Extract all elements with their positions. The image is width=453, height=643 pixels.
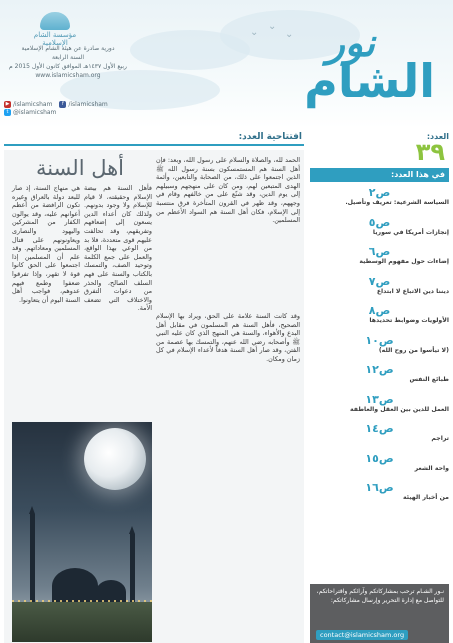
bird-icon: ⌄: [285, 29, 294, 40]
article-column: وقد كانت السنة علامة على الحق، ويراد بها الإسلام الصحيح، فأهل السنة هم المسلمون في مقابل أهل البدع والأهواء، والسنة هي المنهج الذي كان عليه النبي ﷺ وأصحابه رضي الله عنهم، والتمسك بها عصمة من الفتن، وقد صار أهل السنة هدفاً لأعداء الإسلام في كل زمان ومكان.: [156, 312, 300, 363]
toc-item[interactable]: [310, 334, 449, 364]
article-intro: الحمد لله، والصلاة والسلام على رسول الله، وبعد: فإن أهل السنة هم المستمسكون بسنة رسول الله ﷺ الذين اجتمعوا على ذلك، من الصحابة والتابعين، وأئمة الهدى المتبعين لهم، ومن كان على منهجهم وسبيلهم إلى يوم الدين، وقد شنّع على من خالفهم وقام في وجههم، وقد ظهر في القرون المتأخرة فرق منتسبة إلى الإسلام، فكان أهل السنة هم السواد الأعظم من المسلمين.: [156, 156, 300, 225]
magazine-title: [304, 21, 435, 108]
contact-email-link[interactable]: contact@islamicsham.org: [316, 630, 408, 641]
contact-note: نـور الشـام ترحب بمشاركاتكم وآرائكم واقتراحاتكم، للتواصل مع إدارة التحرير وإرسال مشاركاتكم:: [316, 588, 444, 604]
publication-info: [4, 44, 132, 80]
social-facebook[interactable]: f /islamicsham: [59, 101, 107, 108]
toc-page: ص٨: [368, 304, 391, 317]
toc-title: (لا تيأسوا من روح الله): [378, 346, 449, 354]
section-label: افتتاحية العدد:: [238, 132, 302, 142]
issue-label: العدد:: [426, 132, 449, 141]
toc-title: إضاءات حول مفهوم الوسطية: [359, 258, 449, 265]
editorial-article: [4, 150, 304, 643]
toc-item[interactable]: [310, 216, 449, 246]
minaret-shape: [30, 514, 35, 604]
toc-item[interactable]: [310, 245, 449, 275]
dome-logo-icon: [40, 12, 70, 30]
minaret-shape: [130, 534, 135, 604]
toc-item[interactable]: [310, 186, 449, 216]
publication-line: ربيع الأول ١٤٣٧هـ الموافق كانون الأول 2015 م: [9, 63, 127, 70]
article-column: هي منهاج السنة، إذ صار للبعد دولة بالعراق وغيره تكون الرافضة من أعظم أعوانهم عليه، وقد يوالون الكفار من المشركين واليهود والنصارى ويعاونونهم على قتال المسلمين ومعاداتهم. وقد علم أن المسلمين إذا اجتمعوا على الحق كانوا قوة لا تقهر، وإذا تفرقوا ضعفوا وطمع فيهم عدوهم، فواجب أهل السنة اليوم أن يتعاونوا.: [12, 184, 80, 304]
toc-item[interactable]: [310, 422, 449, 452]
section-header: [4, 132, 304, 146]
toc-title: ديننا دين الاتباع لا ابتداع: [376, 287, 449, 295]
article-title: أهل السنة: [35, 156, 125, 180]
toc-page: ص١٢: [365, 363, 394, 376]
facebook-icon: f: [59, 101, 66, 108]
toc-item[interactable]: [310, 481, 449, 511]
issue-number: ٣٩: [415, 138, 445, 166]
toc-item[interactable]: [310, 363, 449, 393]
toc-item[interactable]: [310, 393, 449, 423]
toc-page: ص٢: [368, 186, 391, 199]
contents-header: في هذا العدد:: [310, 168, 449, 182]
toc-title: إنجازات أمريكا في سوريا: [372, 228, 449, 236]
toc-title: واحة الشعر: [414, 464, 449, 472]
toc-title: السياسة الشرعية: تعريف وتأصيل.: [345, 199, 449, 206]
mosque-night-photo: [12, 422, 152, 642]
toc-page: ص٦: [368, 245, 391, 258]
toc-page: ص١٣: [365, 392, 394, 406]
toc-page: ص١٠: [365, 333, 394, 347]
title-word-2: الشام: [304, 54, 435, 108]
publication-line: السنة الرابعة: [51, 54, 85, 61]
website-link[interactable]: www.islamicsham.org: [35, 72, 101, 79]
organization-logo: [22, 12, 88, 47]
toc-title: العمل للدين بين العقل والعاطفة: [349, 405, 449, 413]
masthead: [0, 0, 453, 128]
toc-page: ص٥: [368, 215, 391, 229]
dome-shape: [52, 568, 98, 604]
toc-title: من أخبار الهيئة: [402, 494, 449, 501]
toc-item[interactable]: [310, 304, 449, 334]
organization-name: مؤسسة الشام الإسلامية: [33, 31, 77, 47]
contact-box: [310, 584, 449, 643]
table-of-contents: [310, 186, 449, 511]
issue-sidebar: [310, 132, 449, 643]
publication-line: دورية صادرة عن هيئة الشام الإسلامية: [21, 45, 115, 52]
moon-image: [84, 428, 146, 490]
bird-icon: ⌄: [250, 27, 259, 38]
ground-shape: [12, 602, 152, 642]
toc-page: ص٧: [368, 274, 391, 288]
toc-item[interactable]: [310, 452, 449, 482]
toc-title: تراجم: [431, 435, 449, 442]
title-word-1: نور: [326, 21, 375, 65]
toc-title: الأولويات وضوابط تحديدها: [369, 317, 449, 324]
toc-page: ص١٥: [365, 451, 394, 465]
toc-page: ص١٤: [365, 422, 394, 435]
toc-item[interactable]: [310, 275, 449, 305]
toc-title: طبائع النفس: [409, 376, 449, 383]
toc-page: ص١٦: [365, 481, 394, 494]
twitter-icon: t: [4, 109, 11, 116]
social-twitter[interactable]: t @islamicsham: [4, 109, 56, 116]
social-links: [4, 100, 154, 116]
article-column: فأهل السنة هم بيضة الإسلام وحقيقته، لا قيام للإسلام ولا وجود بدونهم. ولذلك كان أعداء الدين يسعون إلى إضعافهم وتفريقهم، وقد تحالفت عليهم قوى متعددة، فلا بد من الوعي بهذا الواقع، والعمل على جمع الكلمة وتوحيد الصف، والتمسك بالكتاب والسنة على فهم السلف الصالح، والحذر من دعوات التفرق والاختلاف التي تضعف الأمة.: [84, 184, 152, 313]
bird-icon: ⌄: [268, 21, 277, 32]
youtube-icon: ▶: [5, 101, 10, 107]
social-youtube[interactable]: ▶ /islamicsham: [5, 101, 53, 108]
